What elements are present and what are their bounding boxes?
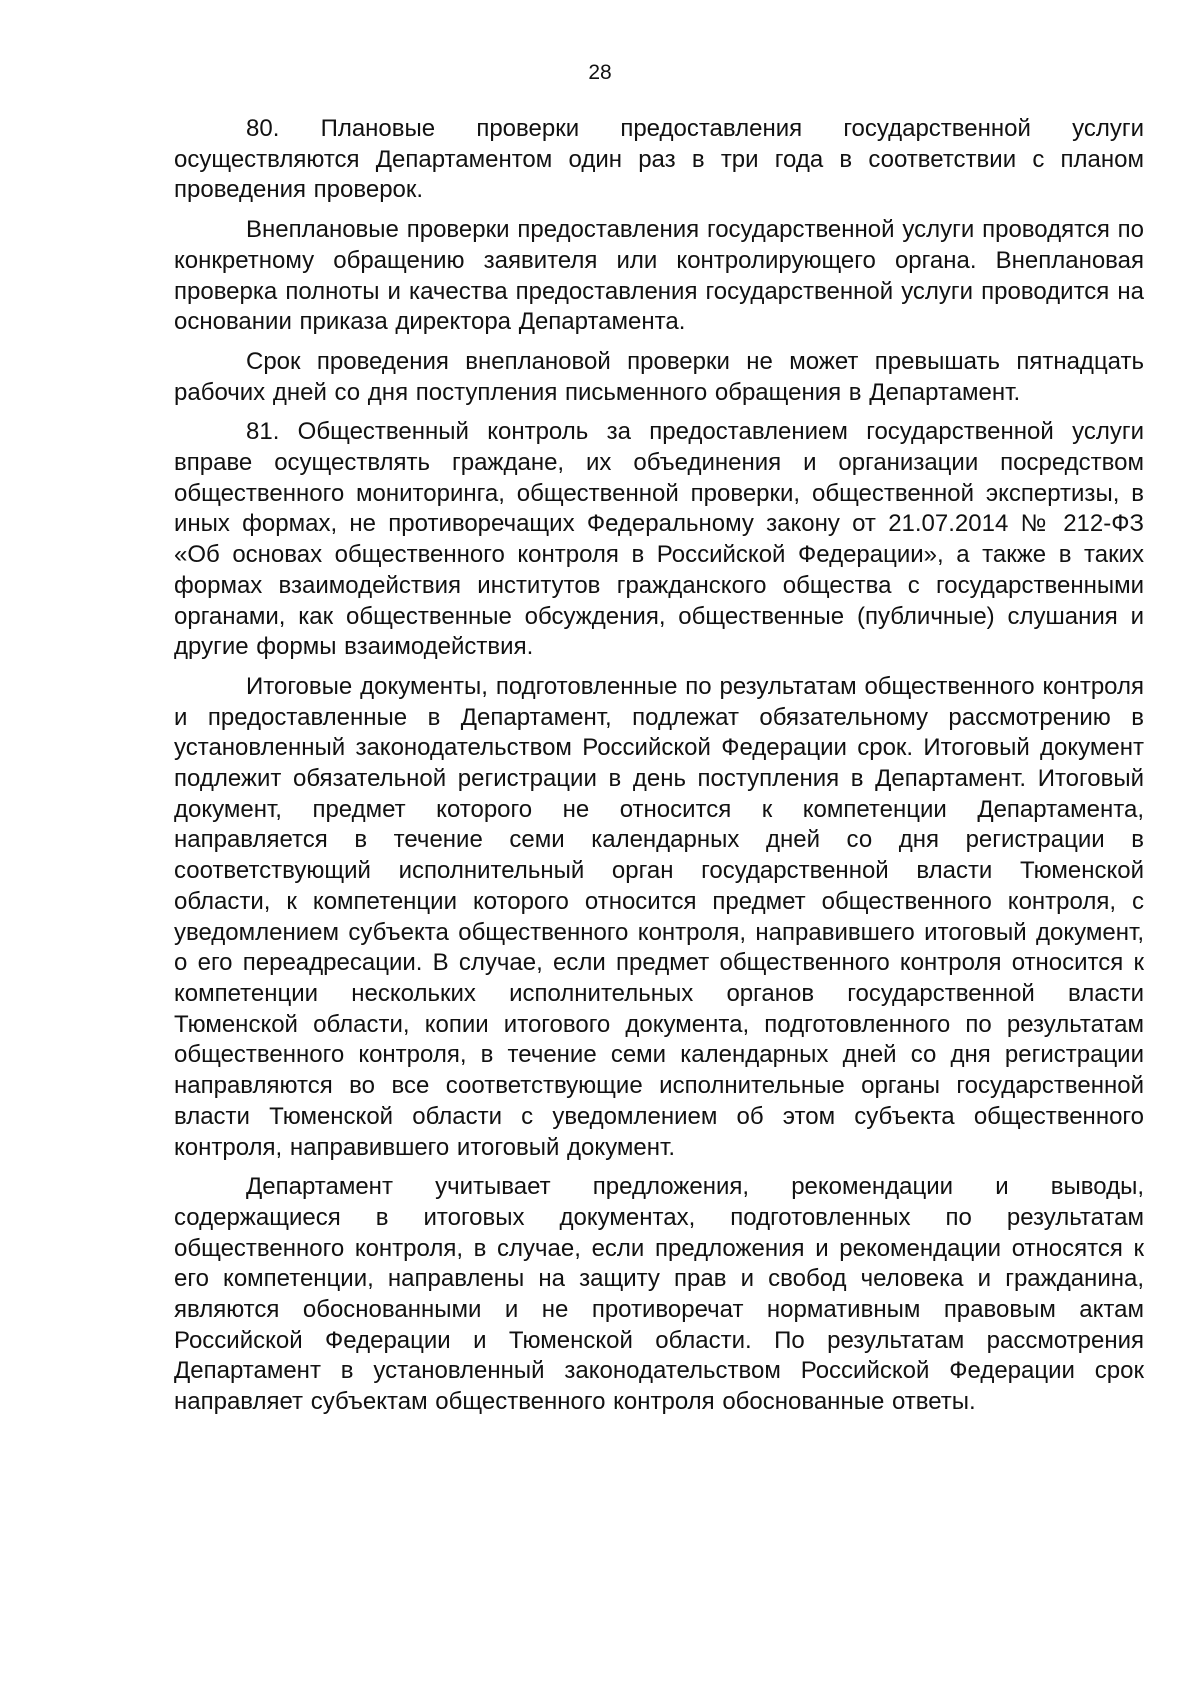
paragraph-inspection-period: Срок проведения внеплановой проверки не может превышать пятнадцать рабочих дней со дня поступления письменного обращения в Департамент. [174,347,1144,406]
page-number: 28 [588,61,612,84]
paragraph-department-considers-proposals: Департамент учитывает предложения, рекомендации и выводы, содержащиеся в итоговых документах, подготовленных по результатам общественного контроля, в случае, если предложения и рекомендации относятся к его компетенции, направлены на защиту прав и свобод человека и гражданина, являются обоснованными и не противоречат нормативным правовым актам Российской Федерации и Тюменской области. По результатам рассмотрения Департамент в установленный законодательством Российской Федерации срок направляет субъектам общественного контроля обоснованные ответы. [174,1173,1144,1416]
paragraph-unplanned-inspections: Внеплановые проверки предоставления государственной услуги проводятся по конкретному обращению заявителя или контролирующего органа. Внеплановая проверка полноты и качества предоставления государственной услуги проводится на основании приказа директора Департамента. [174,216,1144,336]
paragraph-final-documents: Итоговые документы, подготовленные по результатам общественного контроля и предоставленные в Департамент, подлежат обязательному рассмотрению в установленный законодательством Российской Федерации срок. Итоговый документ подлежит обязательной регистрации в день поступления в Департамент. Итоговый документ, предмет которого не относится к компетенции Департамента, направляется в течение семи календарных дней со дня регистрации в соответствующий исполнительный орган государственной власти Тюменской области, к компетенции которого относится предмет общественного контроля, с уведомлением субъекта общественного контроля, направившего итоговый документ, о его переадресации. В случае, если предмет общественного контроля относится к компетенции нескольких исполнительных органов государственной власти Тюменской области, копии итогового документа, подготовленного по результатам общественного контроля, в течение семи календарных дней со дня регистрации направляются во все соответствующие исполнительные органы государственной власти Тюменской области с уведомлением об этом субъекта общественного контроля, направившего итоговый документ. [174,672,1144,1161]
document-body [174,114,1144,1427]
paragraph-81-public-control: 81. Общественный контроль за предоставлением государственной услуги вправе осуществлять граждане, их объединения и организации посредством общественного мониторинга, общественной проверки, общественной экспертизы, в иных формах, не противоречащих Федеральному закону от 21.07.2014 № 212-ФЗ «Об основах общественного контроля в Российской Федерации», а также в таких формах взаимодействия институтов гражданского общества с государственными органами, как общественные обсуждения, общественные (публичные) слушания и другие формы взаимодействия. [174,418,1144,661]
paragraph-80-planned-inspections: 80. Плановые проверки предоставления государственной услуги осуществляются Департаментом один раз в три года в соответствии с планом проведения проверок. [174,115,1144,204]
